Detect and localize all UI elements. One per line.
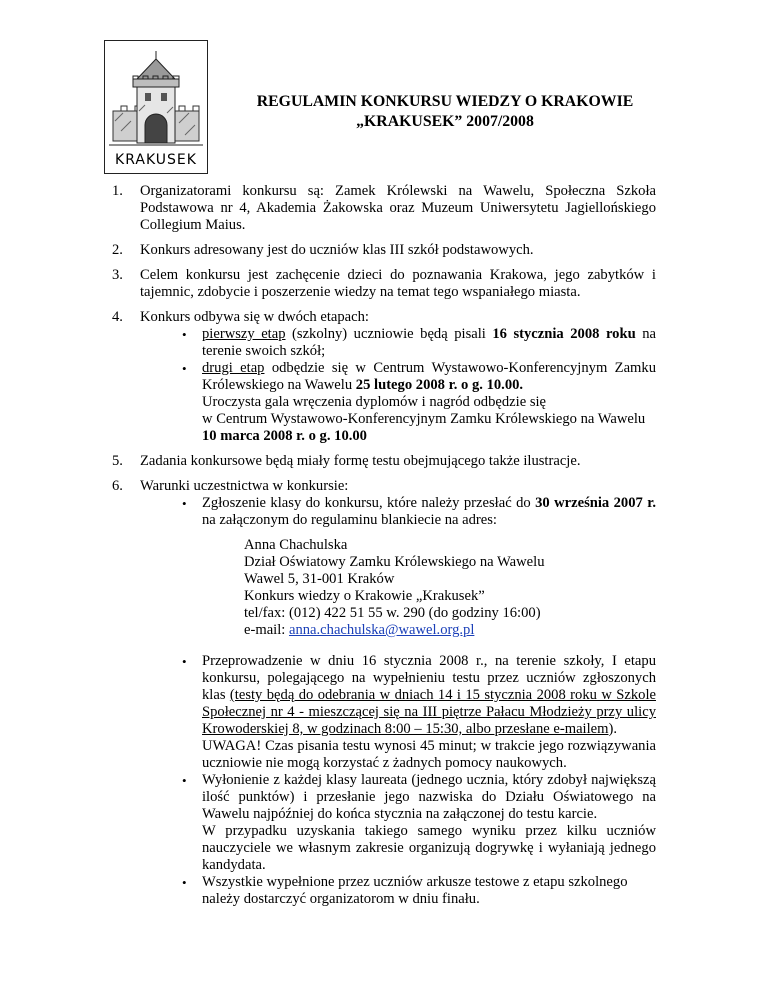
item-text: Konkurs odbywa się w dwóch etapach: [140,309,369,325]
regulations-list [112,183,656,908]
document-title [220,92,670,132]
title-line-2: „KRAKUSEK” 2007/2008 [356,113,534,130]
second-stage-label: drugi etap [202,360,265,376]
address-line: Anna Chachulska [244,537,348,553]
registration-text-end: na załączonym do regulaminu blankiecie na adres: [202,512,497,528]
sheets-text: Wszystkie wypełnione przez uczniów arkusze testowe z etapu szkolnego należy dostarczyć organizatorom w dniu finału. [202,874,628,907]
email-label: e-mail: [244,622,289,638]
first-stage-text: (szkolny) uczniowie będą pisali [285,326,493,342]
item-number: 6. [112,478,123,494]
list-item [112,478,656,908]
address-line: Konkurs wiedzy o Krakowie „Krakusek” [244,588,485,604]
item-number: 4. [112,309,123,325]
item-number: 1. [112,183,123,199]
list-item [112,309,656,445]
registration-text: Zgłoszenie klasy do konkursu, które należy przesłać do [202,495,536,511]
gala-date [202,428,656,445]
conditions-list [140,495,656,908]
item-text: Zadania konkursowe będą miały formę testu obejmującego także ilustracje. [140,453,581,469]
gala-date-text: 10 marca 2008 r. o g. 10.00 [202,428,367,444]
tie-break-note: W przypadku uzyskania takiego samego wyniku przez kilku uczniów nauczyciele we własnym zakresie organizują dogrywkę i wyłaniają jednego kandydata. [202,823,656,873]
second-stage-text: odbędzie się w Centrum Wystawowo-Konferencyjnym Zamku Królewskiego na Wawelu [202,360,656,393]
registration-deadline: 30 września 2007 r. [535,495,656,511]
regulations-body [112,183,656,916]
item-text: Konkurs adresowany jest do uczniów klas III szkół podstawowych. [140,242,534,258]
list-item [112,267,656,301]
address-line: tel/fax: (012) 422 51 55 w. 290 (do godziny 16:00) [244,605,541,621]
gala-line-1: Uroczysta gala wręczenia dyplomów i nagród odbędzie się [202,394,547,410]
stage-first [202,326,656,360]
laureate-text: Wyłonienie z każdej klasy laureata (jednego ucznia, który zdobył największą ilość punktów) i przesłanie jego nazwiska do Działu Oświatowego na Wawelu najpóźniej do końca stycznia na załączonej do testu karcie. [202,772,656,822]
address-block [202,537,656,639]
krakusek-logo [104,40,208,174]
condition-sheets [202,874,656,908]
address-line: Wawel 5, 31-001 Kraków [244,571,395,587]
condition-first-stage [202,653,656,772]
item-text: Celem konkursu jest zachęcenie dzieci do poznawania Krakowa, jego zabytków i tajemnic, zdobycie i poszerzenie wiedzy na temat tego wspaniałego miasta. [140,267,656,300]
item-number: 3. [112,267,123,283]
address-line: Dział Oświatowy Zamku Królewskiego na Wawelu [244,554,545,570]
test-pickup-end: ). [608,721,617,737]
email-line [244,622,656,639]
logo-text: KRAKUSEK [115,152,197,168]
first-stage-date: 16 stycznia 2008 roku [492,326,636,342]
email-link[interactable]: anna.chachulska@wawel.org.pl [288,622,475,638]
second-stage-date: 25 lutego 2008 r. o g. 10.00. [355,377,524,393]
condition-registration [202,495,656,639]
gala-line-2: w Centrum Wystawowo-Konferencyjnym Zamku Królewskiego na Wawelu [202,411,646,427]
tower-illustration [105,41,207,153]
item-text: Warunki uczestnictwa w konkursie: [140,478,349,494]
list-item [112,453,656,470]
title-line-1: REGULAMIN KONKURSU WIEDZY O KRAKOWIE [256,93,634,110]
item-number: 2. [112,242,123,258]
list-item [112,183,656,234]
first-stage-label: pierwszy etap [202,326,286,342]
condition-laureate [202,772,656,874]
warning-note: UWAGA! Czas pisania testu wynosi 45 minut; w trakcie jego rozwiązywania uczniowie nie mogą korzystać z żadnych pomocy naukowych. [202,738,656,771]
first-stage-conduct-text: Przeprowadzenie w dniu 16 stycznia 2008 r., na terenie szkoły, I etapu konkursu, polegającego na wypełnieniu testu przez uczniów zgłoszonych klas [202,653,656,703]
stage-second [202,360,656,445]
item-text: Organizatorami konkursu są: Zamek Królewski na Wawelu, Społeczna Szkoła Podstawowa nr 4, Akademia Żakowska oraz Muzeum Uniwersytetu Jagiellońskiego Collegium Maius. [140,183,656,233]
first-stage-text-end: na terenie swoich szkół; [202,326,656,359]
item-number: 5. [112,453,123,469]
test-pickup-info: (testy będą do odebrania w dniach 14 i 15 stycznia 2008 roku w Szkole Społecznej nr 4 - mieszczącej się na III piętrze Pałacu Młodzieży przy ulicy Krowoderskiej 8, w godzinach 8:00 – 15:30, albo przesłane e-mailem [202,687,656,737]
list-item [112,242,656,259]
stages-list [140,326,656,445]
